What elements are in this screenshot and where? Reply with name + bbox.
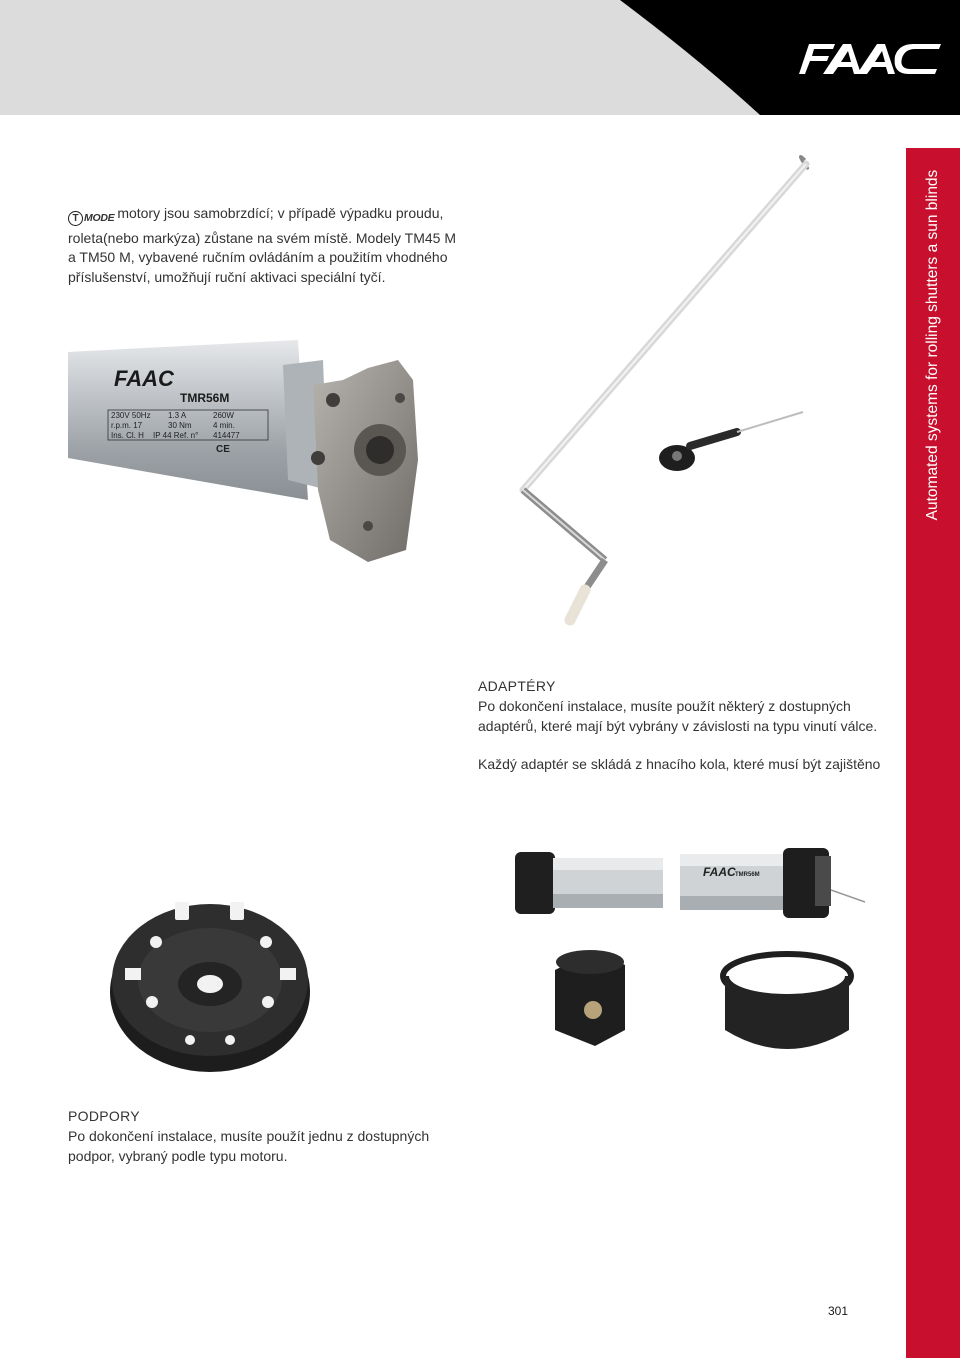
intro-paragraph <box>68 204 458 287</box>
tmode-badge-icon <box>68 209 114 229</box>
supports-text: Po dokončení instalace, musíte použít jednu z dostupných podpor, vybraný podle typu motoru. <box>68 1128 430 1164</box>
adapters-motor-image <box>515 830 870 1090</box>
supports-title: PODPORY <box>68 1108 140 1124</box>
motor-ce-mark: CE <box>216 444 230 455</box>
faac-logo <box>795 40 945 76</box>
tmode-badge-letter: T <box>68 211 83 226</box>
intro-text: motory jsou samobrzdící; v případě výpadku proudu, roleta(nebo markýza) zůstane na svém místě. Modely TM45 M a TM50 M, vybavené ručním ovládáním a použitím vhodného příslušenství, umožňují ruční aktivaci speciální tyčí. <box>68 205 457 285</box>
small-motor-brand: FAAC <box>703 865 736 879</box>
motor-label-r3c3: 414477 <box>213 431 240 440</box>
small-motor-model: TMR56M <box>735 872 760 878</box>
crank-handle-image <box>505 150 835 630</box>
motor-label-r1c1: 230V 50Hz <box>111 411 151 420</box>
motor-brand-text: FAAC <box>114 366 174 391</box>
motor-label-r3c1: Ins. Cl. H <box>111 431 144 440</box>
adapters-text: Po dokončení instalace, musíte použít některý z dostupných adaptérů, které mají být vybrány v závislosti na typu vinutí válce. <box>478 698 878 734</box>
adapters-note: Každý adaptér se skládá z hnacího kola, které musí být zajištěno <box>478 756 881 772</box>
tubular-motor-image <box>68 340 428 570</box>
page-number: 301 <box>828 1304 849 1318</box>
support-bracket-image <box>90 880 330 1085</box>
motor-model-text: TMR56M <box>180 391 230 405</box>
motor-label-r3c2: IP 44 Ref. n° <box>153 431 199 440</box>
motor-label-r2c3: 4 min. <box>213 421 235 430</box>
motor-label-r2c1: r.p.m. 17 <box>111 421 143 430</box>
motor-label-r1c3: 260W <box>213 411 234 420</box>
motor-label-r2c2: 30 Nm <box>168 421 192 430</box>
side-category-label: Automated systems for rolling shutters a sun blinds <box>924 169 941 521</box>
motor-label-r1c2: 1.3 A <box>168 411 187 420</box>
adapters-title: ADAPTÉRY <box>478 678 556 694</box>
tmode-badge-word: MODE <box>84 212 115 224</box>
